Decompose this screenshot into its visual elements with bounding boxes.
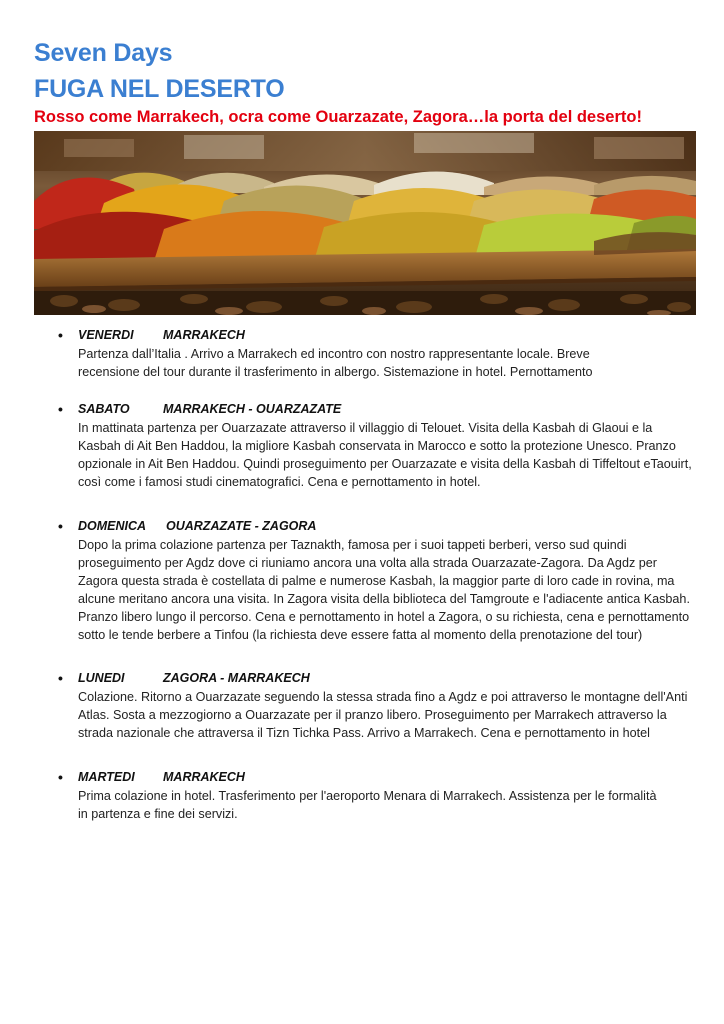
day-place: MARRAKECH - OUARZAZATE bbox=[163, 402, 342, 416]
itinerary-day-4 bbox=[58, 668, 698, 742]
itinerary-day-1 bbox=[58, 325, 698, 381]
bullet-icon: • bbox=[58, 670, 63, 686]
day-description: Prima colazione in hotel. Trasferimento per l'aeroporto Menara di Marrakech. Assistenza per le formalità in partenza e fine dei servizi. bbox=[78, 789, 657, 821]
day-header bbox=[58, 399, 698, 419]
day-description: Partenza dall’Italia . Arrivo a Marrakech ed incontro con nostro rappresentante locale. Breve recensione del tour durante il trasferimento in albergo. Sistemazione in hotel. Pernottamento bbox=[78, 347, 593, 379]
itinerary-day-5 bbox=[58, 767, 698, 823]
day-place: OUARZAZATE - ZAGORA bbox=[166, 519, 317, 533]
day-header bbox=[58, 767, 698, 787]
day-name: LUNEDI bbox=[78, 671, 125, 685]
itinerary-day-3 bbox=[58, 516, 698, 644]
bullet-icon: • bbox=[58, 769, 63, 785]
bullet-icon: • bbox=[58, 401, 63, 417]
day-place: MARRAKECH bbox=[163, 328, 245, 342]
itinerary-day-2 bbox=[58, 399, 698, 491]
bullet-icon: • bbox=[58, 327, 63, 343]
day-name: VENERDI bbox=[78, 328, 134, 342]
day-header bbox=[58, 668, 698, 688]
title-seven-days: Seven Days bbox=[34, 39, 173, 67]
subtitle: Rosso come Marrakech, ocra come Ouarzazate, Zagora…la porta del deserto! bbox=[34, 108, 642, 126]
day-name: MARTEDI bbox=[78, 770, 135, 784]
day-place: MARRAKECH bbox=[163, 770, 245, 784]
title-fuga-nel-deserto: FUGA NEL DESERTO bbox=[34, 75, 285, 103]
day-header bbox=[58, 516, 698, 536]
spice-market-photo bbox=[34, 131, 696, 315]
day-place: ZAGORA - MARRAKECH bbox=[163, 671, 310, 685]
day-header bbox=[58, 325, 698, 345]
spice-market-illustration bbox=[34, 131, 696, 315]
bullet-icon: • bbox=[58, 518, 63, 534]
day-description: Colazione. Ritorno a Ouarzazate seguendo la stessa strada fino a Agdz e poi attraverso le montagne dell'Anti Atlas. Sosta a mezzogiorno a Ouarzazate per il pranzo libero. Proseguimento per Marrakech attraverso la strada nazionale che attraversa il Tizn Tichka Pass. Arrivo a Marrakech. Cena e pernottamento in hotel bbox=[78, 690, 688, 740]
day-name: DOMENICA bbox=[78, 519, 147, 533]
day-description: In mattinata partenza per Ouarzazate attraverso il villaggio di Telouet. Visita della Kasbah di Glaoui e la Kasbah di Ait Ben Haddou, la migliore Kasbah conservata in Marocco e sotto la protezione Unesco. Pranzo opzionale in Ait Ben Haddou. Quindi proseguimento per Ouarzazate e visita della Kasbah di Tiffeltout eTaouirt, così come i famosi studi cinematografici. Cena e pernottamento in hotel. bbox=[78, 421, 692, 489]
day-description: Dopo la prima colazione partenza per Taznakth, famosa per i suoi tappeti berberi, verso sud quindi proseguimento per Agdz dove ci riuniamo ancora una volta alla strada Ouarzazate-Zagora. Da Agdz per Zagora questa strada è costellata di palme e numerose Kasbah, la maggior parte di loro cade in rovina, ma alcune meritano ancora una visita. In Zagora visita della biblioteca del Tamgroute e l'adiacente antica Kasbah. Pranzo libero lungo il percorso. Cena e pernottamento in hotel a Zagora, o su richiesta, cena e pernottamento sotto le tende berbere a Tinfou (la richiesta deve essere fatta al momento della prenotazione del tour) bbox=[78, 538, 690, 642]
day-name: SABATO bbox=[78, 402, 130, 416]
